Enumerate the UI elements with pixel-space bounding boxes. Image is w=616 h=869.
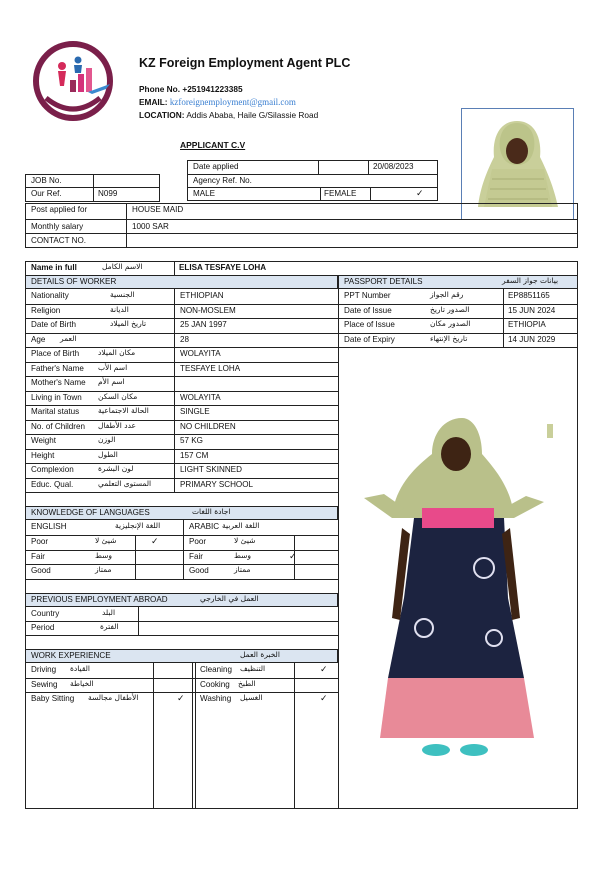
worker-row-divider	[25, 478, 338, 479]
arabic-label-ar: اللغة العربية	[222, 521, 260, 530]
worker-row-value: WOLAYITA	[180, 349, 221, 358]
worker-row-label-ar: اسم الأب	[98, 362, 128, 372]
passport-row-value: ETHIOPIA	[508, 320, 546, 329]
job-no-label: JOB No.	[31, 176, 62, 185]
worker-row-label: Weight	[31, 436, 57, 445]
lang-en-level: Fair	[31, 551, 45, 561]
passport-header-label: PASSPORT DETAILS	[344, 277, 423, 286]
company-logo	[32, 40, 114, 122]
work-right-label: Cooking	[200, 679, 230, 689]
passport-row-label: Date of Expiry	[344, 334, 395, 344]
worker-row-value: LIGHT SKINNED	[180, 465, 242, 474]
passport-row-label: Date of Issue	[344, 305, 392, 315]
passport-row-value: EP8851165	[508, 291, 550, 300]
work-header-label: WORK EXPERIENCE	[31, 651, 111, 660]
post-value: HOUSE MAID	[132, 205, 184, 214]
worker-row-label: Complexion	[31, 465, 74, 474]
worker-row-value: SINGLE	[180, 407, 210, 416]
company-name: KZ Foreign Employment Agent PLC	[139, 56, 351, 70]
email-line: EMAIL: kzforeignemployment@gmail.com	[139, 97, 296, 107]
cv-title: APPLICANT C.V	[180, 140, 246, 150]
lang-row-divider	[25, 579, 338, 580]
worker-row-label-ar: الجنسية	[110, 290, 135, 299]
work-left-label-ar: القيادة	[70, 664, 90, 673]
passport-row-value: 15 JUN 2024	[508, 305, 556, 315]
lang-en-level: Poor	[31, 537, 49, 546]
worker-row-value: TESFAYE LOHA	[180, 363, 241, 373]
worker-row-value: 28	[180, 334, 190, 344]
worker-row-label: Educ. Qual.	[31, 479, 74, 489]
lang-en-level-ar: شيئ لا	[95, 536, 117, 545]
worker-row-label-ar: الطول	[98, 449, 118, 459]
worker-row-label: Height	[31, 450, 55, 460]
worker-row-label-ar: عدد الأطفال	[98, 420, 136, 430]
worker-row-label-ar: الديانة	[110, 304, 129, 314]
work-right-check: ✓	[320, 664, 328, 674]
post-label: Post applied for	[31, 205, 88, 214]
worker-row-value: ETHIOPIAN	[180, 291, 224, 300]
worker-row-label: Living in Town	[31, 392, 82, 402]
worker-row-divider	[25, 405, 338, 406]
worker-row-label-ar: الوزن	[98, 435, 116, 444]
worker-row-divider	[25, 449, 338, 450]
passport-header-ar: بيانات جواز السفر	[502, 276, 559, 285]
work-right-label: Cleaning	[200, 665, 232, 674]
location-line: LOCATION: Addis Ababa, Haile G/Silassie Road	[139, 110, 319, 120]
post-table	[25, 203, 578, 248]
previous-header-ar: العمل في الخارجي	[200, 594, 259, 603]
worker-row-value: PRIMARY SCHOOL	[180, 479, 254, 489]
worker-row-value: NON-MOSLEM	[180, 305, 236, 315]
lang-en-level: Good	[31, 566, 51, 575]
male-label: MALE	[193, 189, 216, 198]
applicant-photo-full	[344, 378, 554, 775]
worker-row-label: No. of Children	[31, 421, 85, 431]
worker-row-divider	[25, 434, 338, 435]
languages-header-label: KNOWLEDGE OF LANGUAGES	[31, 508, 150, 517]
lang-ar-level-ar: ممتاز	[234, 565, 251, 574]
worker-row-label: Age	[31, 334, 46, 344]
worker-row-divider	[25, 376, 338, 377]
work-header-ar: الخبرة العمل	[240, 650, 280, 659]
date-applied-value: 20/08/2023	[373, 162, 414, 171]
name-label-ar: الاسم الكامل	[102, 262, 143, 271]
work-left-check: ✓	[177, 693, 185, 703]
work-left-label: Sewing	[31, 679, 58, 689]
period-label-ar: الفترة	[100, 622, 119, 631]
arabic-label: ARABIC	[189, 522, 220, 531]
worker-row-label-ar: الحالة الاجتماعية	[98, 406, 149, 415]
female-check: ✓	[416, 188, 424, 198]
worker-row-label-ar: لون البشرة	[98, 464, 134, 473]
worker-row-label: Mother's Name	[31, 378, 86, 387]
passport-row-label-ar: الصدور مكان	[430, 319, 471, 328]
lang-ar-check: ✓	[289, 550, 297, 561]
lang-ar-level: Fair	[189, 551, 203, 561]
passport-row-label-ar: رقم الجواز	[430, 290, 464, 299]
worker-row-value: 57 KG	[180, 436, 203, 445]
worker-row-label-ar: مكان السكن	[98, 391, 138, 401]
worker-row-label-ar: مكان الميلاد	[98, 348, 136, 357]
worker-row-divider	[25, 318, 338, 319]
passport-row-label: Place of Issue	[344, 320, 395, 329]
passport-row-divider	[338, 347, 578, 348]
lang-ar-level: Poor	[189, 537, 207, 546]
work-left-label: Driving	[31, 665, 57, 674]
work-right-label-ar: الطبخ	[238, 678, 256, 688]
worker-row-label-ar: المستوى التعلمي	[98, 478, 152, 488]
lang-row-divider	[25, 564, 338, 565]
name-label: Name in full	[31, 263, 77, 272]
work-left-label-ar: الأطفال مجالسة	[88, 693, 139, 702]
worker-row-label-ar: العمر	[60, 333, 77, 343]
salary-value: 1000 SAR	[132, 222, 169, 231]
passport-row-label-ar: الصدور تاريخ	[430, 304, 470, 314]
agency-ref-label: Agency Ref. No.	[193, 176, 252, 185]
worker-row-divider	[25, 304, 338, 305]
worker-row-label: Marital status	[31, 407, 80, 416]
our-ref-label: Our Ref.	[31, 189, 62, 198]
worker-row-divider	[25, 420, 338, 421]
english-label-ar: اللغة الإنجليزية	[115, 521, 161, 530]
worker-row-divider	[25, 347, 338, 348]
lang-en-level-ar: وسط	[95, 550, 113, 560]
country-label-ar: البلد	[102, 608, 116, 617]
salary-label: Monthly salary	[31, 222, 84, 231]
worker-header-label: DETAILS OF WORKER	[31, 277, 117, 286]
worker-row-value: 157 CM	[180, 450, 209, 460]
name-value: ELISA TESFAYE LOHA	[179, 263, 267, 272]
worker-row-label-ar: تاريخ الميلاد	[110, 319, 147, 328]
previous-header-label: PREVIOUS EMPLOYMENT ABROAD	[31, 595, 168, 604]
work-right-label: Washing	[200, 694, 232, 703]
worker-row-divider	[25, 362, 338, 363]
work-right-check: ✓	[320, 693, 328, 703]
lang-en-check: ✓	[151, 536, 159, 546]
worker-row-label: Nationality	[31, 291, 69, 300]
worker-row-value: 25 JAN 1997	[180, 320, 227, 329]
phone-line: Phone No. +251941223385	[139, 84, 243, 94]
work-right-label-ar: التنظيف	[240, 664, 266, 673]
english-label: ENGLISH	[31, 522, 67, 531]
worker-row-value: NO CHILDREN	[180, 421, 236, 431]
photo-fragment	[547, 424, 553, 438]
period-label: Period	[31, 623, 55, 632]
worker-row-value: WOLAYITA	[180, 392, 221, 402]
work-right-label-ar: الغسيل	[240, 693, 263, 702]
passport-row-label: PPT Number	[344, 291, 391, 300]
passport-row-value: 14 JUN 2029	[508, 334, 556, 344]
worker-row-divider	[25, 463, 338, 464]
lang-en-level-ar: ممتاز	[95, 565, 112, 574]
country-label: Country	[31, 609, 60, 618]
date-applied-label: Date applied	[193, 162, 239, 171]
email-link[interactable]: kzforeignemployment@gmail.com	[169, 97, 296, 107]
worker-row-label-ar: اسم الأم	[98, 377, 125, 386]
worker-row-label: Religion	[31, 305, 61, 315]
worker-row-label: Date of Birth	[31, 320, 76, 329]
work-left-label-ar: الخياطة	[70, 678, 94, 688]
contact-label: CONTACT NO.	[31, 236, 87, 245]
worker-row-divider	[25, 391, 338, 392]
lang-ar-level-ar: شيئ لا	[234, 536, 256, 545]
passport-row-label-ar: تاريخ الإنتهاء	[430, 333, 468, 343]
worker-row-label: Father's Name	[31, 363, 84, 373]
lang-ar-level: Good	[189, 566, 209, 575]
female-label: FEMALE	[324, 189, 357, 198]
languages-header-ar: اجادة اللغات	[192, 507, 231, 516]
lang-ar-level-ar: وسط	[234, 550, 252, 560]
our-ref-value: N099	[98, 189, 118, 198]
work-left-label: Baby Sitting	[31, 694, 75, 703]
worker-row-label: Place of Birth	[31, 349, 80, 358]
worker-row-divider	[25, 492, 338, 493]
